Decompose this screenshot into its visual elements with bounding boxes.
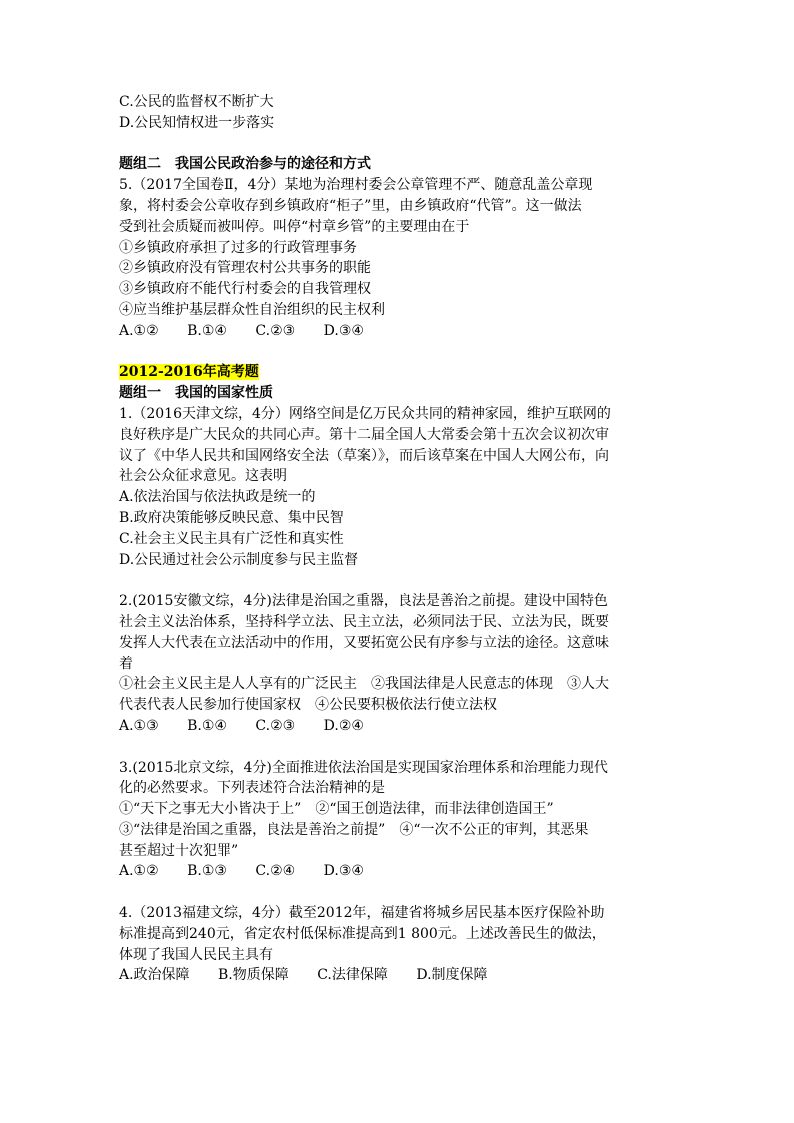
- option-c: C.②④: [255, 863, 296, 880]
- document-page: [119, 92, 679, 986]
- group1-heading: 题组一 我国的国家性质: [119, 385, 273, 402]
- q3-line: 甚至超过十次犯罪”: [119, 842, 239, 859]
- q5-options: [119, 321, 679, 342]
- q5-line: ④应当维护基层群众性自治组织的民主权利: [119, 301, 385, 318]
- q5-line: 象，将村委会公章收存到乡镇政府“柜子”里，由乡镇政府“代管”。这一做法: [119, 197, 582, 214]
- option-c: C.②③: [255, 322, 296, 339]
- q1-option: A.依法治国与依法执政是统一的: [119, 489, 316, 506]
- q3-line: ①“天下之事无大小皆决于上” ②“国王创造法律，而非法律创造国王”: [119, 801, 554, 818]
- q1-line: 良好秩序是广大民众的共同心声。第十二届全国人大常委会第十五次会议初次审: [119, 426, 609, 443]
- option-d: D.③④: [323, 863, 364, 880]
- q2-line: ①社会主义民主是人人享有的广泛民主 ②我国法律是人民意志的体现 ③人大: [119, 676, 609, 693]
- option-c-text: C.公民的监督权不断扩大: [119, 94, 274, 110]
- q5-line: 受到社会质疑而被叫停。叫停“村章乡管”的主要理由在于: [119, 218, 470, 235]
- question-3: [119, 758, 679, 883]
- q1-option: B.政府决策能够反映民意、集中民智: [119, 509, 344, 526]
- q4-line: 4.（2013福建文综，4分）截至2012年，福建省将城乡居民基本医疗保险补助: [119, 905, 605, 922]
- q4-line: 体现了我国人民民主具有: [119, 946, 273, 963]
- q1-option: C.社会主义民主具有广泛性和真实性: [119, 530, 344, 547]
- option-c: C.②③: [255, 717, 296, 734]
- q4-options: [119, 965, 679, 986]
- q3-line: 3.(2015北京文综，4分)全面推进依法治国是实现国家治理体系和治理能力现代: [119, 759, 608, 776]
- q2-line: 着: [119, 655, 133, 672]
- q1-line: 社会公众征求意见。这表明: [119, 468, 287, 485]
- option-c: C.法律保障: [317, 967, 388, 984]
- question-2: [119, 591, 679, 737]
- q2-line: 2.(2015安徽文综，4分)法律是治国之重器，良法是善治之前提。建设中国特色: [119, 593, 608, 610]
- q3-line: ③“法律是治国之重器，良法是善治之前提” ④“一次不公正的审判，其恶果: [119, 821, 589, 838]
- question-1: [119, 404, 679, 570]
- question-4: [119, 903, 679, 986]
- q3-line: 化的必然要求。下列表述符合法治精神的是: [119, 780, 385, 797]
- q2-line: 代表代表人民参加行使国家权 ④公民要积极依法行使立法权: [119, 697, 497, 714]
- q2-line: 发挥人大代表在立法活动中的作用，又要拓宽公民有序参与立法的途径。这意味: [119, 634, 609, 651]
- section-title: 2012-2016年高考题: [119, 364, 259, 381]
- option-b: B.①④: [187, 322, 227, 339]
- q4-line: 标准提高到240元，省定农村低保标准提高到1 800元。上述改善民生的做法，: [119, 925, 606, 942]
- option-a: A.①②: [119, 322, 159, 339]
- q5-line: 5.（2017全国卷Ⅱ，4分）某地为治理村委会公章管理不严、随意乱盖公章现: [119, 177, 593, 194]
- option-a: A.政治保障: [119, 967, 190, 984]
- q1-line: 1.（2016天津文综，4分）网络空间是亿万民众共同的精神家园，维护互联网的: [119, 405, 611, 422]
- option-d: D.制度保障: [416, 967, 488, 984]
- q2-line: 社会主义法治体系，坚持科学立法、民主立法，必须同法于民、立法为民，既要: [119, 613, 609, 630]
- q2-options: [119, 716, 679, 737]
- q5-line: ①乡镇政府承担了过多的行政管理事务: [119, 239, 357, 256]
- q1-line: 议了《中华人民共和国网络安全法（草案）》，而后该草案在中国人大网公布，向: [119, 447, 609, 464]
- q1-option: D.公民通过社会公示制度参与民主监督: [119, 551, 359, 568]
- q5-line: ③乡镇政府不能代行村委会的自我管理权: [119, 281, 371, 298]
- option-b: B.物质保障: [218, 967, 289, 984]
- q3-options: [119, 861, 679, 882]
- option-d: D.③④: [323, 322, 364, 339]
- option-b: B.①④: [187, 717, 227, 734]
- option-a: A.①③: [119, 717, 159, 734]
- q5-line: ②乡镇政府没有管理农村公共事务的职能: [119, 260, 371, 277]
- group2-heading: 题组二 我国公民政治参与的途径和方式: [119, 156, 371, 173]
- question-5: [119, 175, 679, 341]
- option-b: B.①③: [187, 863, 227, 880]
- option-d: D.②④: [323, 717, 364, 734]
- option-d-text: D.公民知情权进一步落实: [119, 114, 275, 131]
- option-a: A.①②: [119, 863, 159, 880]
